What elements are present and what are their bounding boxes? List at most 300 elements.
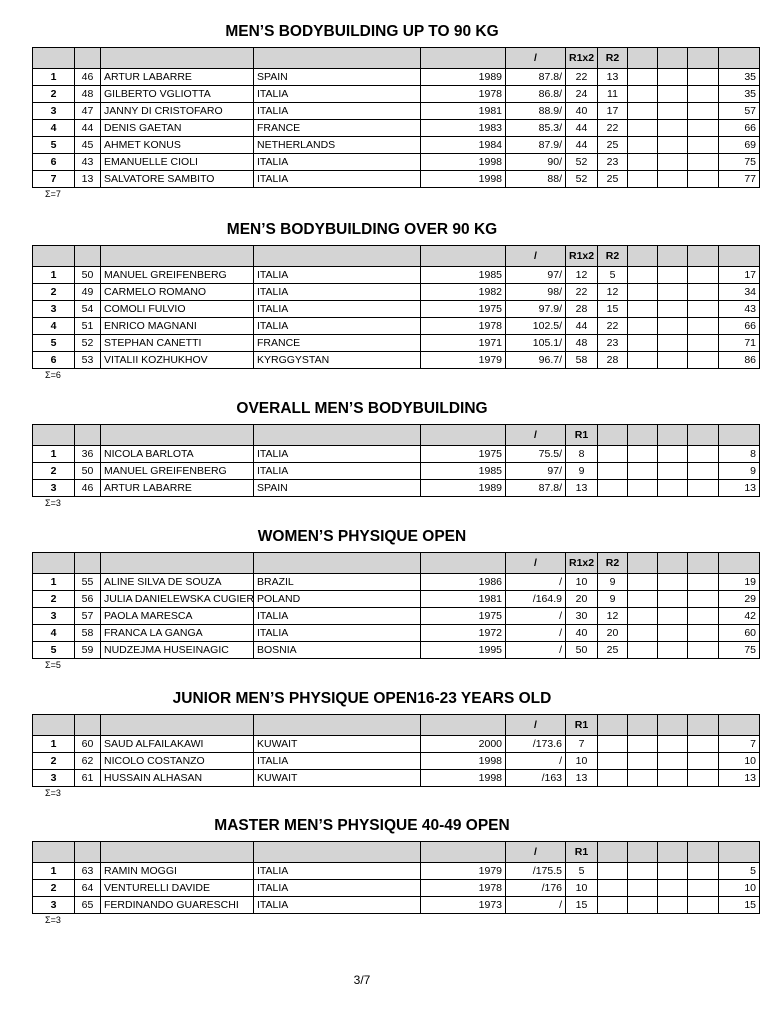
empty-cell: [688, 137, 719, 154]
header-cell: [75, 715, 101, 736]
country-cell: ITALIA: [254, 897, 421, 914]
total-cell: 29: [719, 591, 760, 608]
rank-cell: 2: [33, 463, 75, 480]
bib-number-cell: 44: [75, 120, 101, 137]
round1-score-cell: 15: [566, 897, 598, 914]
bib-number-cell: 43: [75, 154, 101, 171]
table-row: [33, 736, 760, 753]
round2-score-cell: 25: [598, 171, 628, 188]
total-cell: 77: [719, 171, 760, 188]
athlete-name-cell: MANUEL GREIFENBERG: [101, 463, 254, 480]
round2-score-cell: [598, 863, 628, 880]
rank-cell: 1: [33, 446, 75, 463]
section-title: WOMEN’S PHYSIQUE OPEN: [257, 528, 467, 545]
header-cell: [628, 842, 658, 863]
header-cell: [628, 425, 658, 446]
round2-score-cell: [598, 480, 628, 497]
round1-score-cell: 58: [566, 352, 598, 369]
header-cell: [101, 48, 254, 69]
athlete-name-cell: SALVATORE SAMBITO: [101, 171, 254, 188]
round1-score-cell: 12: [566, 267, 598, 284]
weight-height-cell: 98/: [506, 284, 566, 301]
bib-number-cell: 46: [75, 480, 101, 497]
weight-height-cell: 88.9/: [506, 103, 566, 120]
birth-year-cell: 1998: [421, 154, 506, 171]
total-cell: 43: [719, 301, 760, 318]
header-row: [33, 715, 760, 736]
header-cell: [421, 842, 506, 863]
rank-cell: 6: [33, 352, 75, 369]
athlete-name-cell: ARTUR LABARRE: [101, 480, 254, 497]
round2-score-cell: 15: [598, 301, 628, 318]
round2-score-cell: 20: [598, 625, 628, 642]
country-cell: ITALIA: [254, 625, 421, 642]
header-cell: [75, 246, 101, 267]
weight-height-cell: /163: [506, 770, 566, 787]
round2-score-cell: [598, 897, 628, 914]
empty-cell: [658, 574, 688, 591]
athlete-name-cell: JULIA DANIELEWSKA CUGIER: [101, 591, 254, 608]
total-cell: 17: [719, 267, 760, 284]
round2-score-cell: 12: [598, 284, 628, 301]
header-cell: R1x2: [566, 246, 598, 267]
round2-score-cell: 9: [598, 574, 628, 591]
round1-score-cell: 50: [566, 642, 598, 659]
round2-score-cell: [598, 736, 628, 753]
empty-cell: [658, 770, 688, 787]
birth-year-cell: 1995: [421, 642, 506, 659]
header-cell: /: [506, 553, 566, 574]
rank-cell: 1: [33, 69, 75, 86]
total-cell: 9: [719, 463, 760, 480]
results-table: [32, 424, 760, 497]
table-row: [33, 137, 760, 154]
athlete-name-cell: ARTUR LABARRE: [101, 69, 254, 86]
header-cell: [719, 553, 760, 574]
country-cell: ITALIA: [254, 284, 421, 301]
header-cell: R1x2: [566, 48, 598, 69]
results-table: [32, 714, 760, 787]
section-title: MEN’S BODYBUILDING OVER 90 KG: [226, 221, 498, 238]
section-title: OVERALL MEN’S BODYBUILDING: [236, 400, 488, 417]
bib-number-cell: 50: [75, 463, 101, 480]
country-cell: ITALIA: [254, 301, 421, 318]
country-cell: ITALIA: [254, 86, 421, 103]
birth-year-cell: 1975: [421, 446, 506, 463]
total-cell: 60: [719, 625, 760, 642]
header-cell: [254, 246, 421, 267]
results-section: [0, 399, 756, 508]
participant-count: Σ=7: [45, 189, 61, 199]
header-cell: [628, 246, 658, 267]
empty-cell: [628, 103, 658, 120]
empty-cell: [688, 301, 719, 318]
athlete-name-cell: AHMET KONUS: [101, 137, 254, 154]
header-cell: [598, 842, 628, 863]
page-number: 3/7: [353, 973, 371, 987]
header-cell: [33, 246, 75, 267]
total-cell: 35: [719, 86, 760, 103]
empty-cell: [628, 318, 658, 335]
header-cell: [598, 715, 628, 736]
round1-score-cell: 40: [566, 103, 598, 120]
athlete-name-cell: NUDZEJMA HUSEINAGIC: [101, 642, 254, 659]
header-cell: [254, 48, 421, 69]
country-cell: SPAIN: [254, 69, 421, 86]
weight-height-cell: /: [506, 897, 566, 914]
round1-score-cell: 5: [566, 863, 598, 880]
header-cell: [688, 553, 719, 574]
weight-height-cell: /: [506, 608, 566, 625]
birth-year-cell: 1981: [421, 591, 506, 608]
country-cell: FRANCE: [254, 335, 421, 352]
rank-cell: 4: [33, 120, 75, 137]
total-cell: 19: [719, 574, 760, 591]
header-row: [33, 425, 760, 446]
weight-height-cell: 88/: [506, 171, 566, 188]
table-row: [33, 642, 760, 659]
athlete-name-cell: CARMELO ROMANO: [101, 284, 254, 301]
bib-number-cell: 47: [75, 103, 101, 120]
empty-cell: [658, 267, 688, 284]
header-cell: [719, 842, 760, 863]
participant-count: Σ=3: [45, 915, 61, 925]
weight-height-cell: 96.7/: [506, 352, 566, 369]
birth-year-cell: 1998: [421, 753, 506, 770]
empty-cell: [628, 446, 658, 463]
athlete-name-cell: ALINE SILVA DE SOUZA: [101, 574, 254, 591]
empty-cell: [658, 154, 688, 171]
rank-cell: 3: [33, 301, 75, 318]
table-row: [33, 69, 760, 86]
athlete-name-cell: EMANUELLE CIOLI: [101, 154, 254, 171]
empty-cell: [688, 103, 719, 120]
round2-score-cell: 17: [598, 103, 628, 120]
empty-cell: [658, 69, 688, 86]
header-cell: /: [506, 715, 566, 736]
empty-cell: [688, 171, 719, 188]
table-row: [33, 120, 760, 137]
empty-cell: [628, 863, 658, 880]
bib-number-cell: 57: [75, 608, 101, 625]
rank-cell: 5: [33, 137, 75, 154]
empty-cell: [688, 863, 719, 880]
empty-cell: [628, 352, 658, 369]
birth-year-cell: 1975: [421, 301, 506, 318]
empty-cell: [658, 335, 688, 352]
birth-year-cell: 1989: [421, 69, 506, 86]
weight-height-cell: /176: [506, 880, 566, 897]
athlete-name-cell: SAUD ALFAILAKAWI: [101, 736, 254, 753]
bib-number-cell: 59: [75, 642, 101, 659]
empty-cell: [658, 642, 688, 659]
empty-cell: [688, 574, 719, 591]
round1-score-cell: 28: [566, 301, 598, 318]
header-cell: R1x2: [566, 553, 598, 574]
empty-cell: [688, 446, 719, 463]
section-title: JUNIOR MEN’S PHYSIQUE OPEN16-23 YEARS OLD: [172, 690, 552, 707]
round2-score-cell: [598, 446, 628, 463]
total-cell: 35: [719, 69, 760, 86]
table-row: [33, 171, 760, 188]
empty-cell: [658, 120, 688, 137]
table-row: [33, 154, 760, 171]
table-row: [33, 284, 760, 301]
empty-cell: [628, 301, 658, 318]
empty-cell: [688, 480, 719, 497]
round2-score-cell: 25: [598, 137, 628, 154]
empty-cell: [658, 137, 688, 154]
bib-number-cell: 48: [75, 86, 101, 103]
table-row: [33, 335, 760, 352]
header-cell: [598, 425, 628, 446]
birth-year-cell: 1983: [421, 120, 506, 137]
empty-cell: [628, 480, 658, 497]
athlete-name-cell: PAOLA MARESCA: [101, 608, 254, 625]
table-row: [33, 267, 760, 284]
birth-year-cell: 1973: [421, 897, 506, 914]
header-cell: /: [506, 246, 566, 267]
bib-number-cell: 53: [75, 352, 101, 369]
header-cell: [33, 842, 75, 863]
header-cell: /: [506, 48, 566, 69]
birth-year-cell: 1998: [421, 171, 506, 188]
empty-cell: [688, 770, 719, 787]
round2-score-cell: 12: [598, 608, 628, 625]
empty-cell: [688, 69, 719, 86]
header-cell: [33, 48, 75, 69]
total-cell: 8: [719, 446, 760, 463]
header-cell: R2: [598, 246, 628, 267]
country-cell: SPAIN: [254, 480, 421, 497]
header-cell: [688, 715, 719, 736]
empty-cell: [688, 154, 719, 171]
bib-number-cell: 56: [75, 591, 101, 608]
round1-score-cell: 52: [566, 154, 598, 171]
round1-score-cell: 10: [566, 880, 598, 897]
weight-height-cell: 87.8/: [506, 480, 566, 497]
round1-score-cell: 44: [566, 318, 598, 335]
empty-cell: [628, 171, 658, 188]
country-cell: ITALIA: [254, 103, 421, 120]
round2-score-cell: [598, 880, 628, 897]
empty-cell: [658, 753, 688, 770]
rank-cell: 7: [33, 171, 75, 188]
round1-score-cell: 30: [566, 608, 598, 625]
weight-height-cell: /175.5: [506, 863, 566, 880]
results-table: [32, 552, 760, 659]
header-cell: [421, 553, 506, 574]
header-cell: [254, 842, 421, 863]
rank-cell: 1: [33, 267, 75, 284]
weight-height-cell: 102.5/: [506, 318, 566, 335]
rank-cell: 1: [33, 736, 75, 753]
total-cell: 75: [719, 642, 760, 659]
results-table: [32, 841, 760, 914]
total-cell: 10: [719, 753, 760, 770]
athlete-name-cell: FRANCA LA GANGA: [101, 625, 254, 642]
header-row: [33, 246, 760, 267]
birth-year-cell: 1978: [421, 880, 506, 897]
table-row: [33, 480, 760, 497]
round2-score-cell: [598, 770, 628, 787]
empty-cell: [688, 284, 719, 301]
weight-height-cell: /: [506, 642, 566, 659]
section-title: MASTER MEN’S PHYSIQUE 40-49 OPEN: [214, 817, 510, 834]
empty-cell: [628, 880, 658, 897]
table-row: [33, 863, 760, 880]
table-row: [33, 608, 760, 625]
header-cell: [628, 553, 658, 574]
results-table: [32, 245, 760, 369]
results-section: [0, 816, 756, 925]
empty-cell: [688, 318, 719, 335]
header-cell: [421, 246, 506, 267]
header-cell: [421, 715, 506, 736]
header-cell: [688, 246, 719, 267]
total-cell: 71: [719, 335, 760, 352]
empty-cell: [658, 736, 688, 753]
country-cell: NETHERLANDS: [254, 137, 421, 154]
athlete-name-cell: STEPHAN CANETTI: [101, 335, 254, 352]
total-cell: 34: [719, 284, 760, 301]
bib-number-cell: 46: [75, 69, 101, 86]
empty-cell: [658, 608, 688, 625]
table-row: [33, 446, 760, 463]
birth-year-cell: 1975: [421, 608, 506, 625]
round2-score-cell: 9: [598, 591, 628, 608]
weight-height-cell: 90/: [506, 154, 566, 171]
participant-count: Σ=3: [45, 788, 61, 798]
round1-score-cell: 13: [566, 480, 598, 497]
header-cell: [421, 425, 506, 446]
birth-year-cell: 2000: [421, 736, 506, 753]
empty-cell: [658, 318, 688, 335]
round1-score-cell: 20: [566, 591, 598, 608]
weight-height-cell: /173.6: [506, 736, 566, 753]
header-cell: /: [506, 842, 566, 863]
round2-score-cell: 22: [598, 318, 628, 335]
table-row: [33, 880, 760, 897]
country-cell: ITALIA: [254, 446, 421, 463]
round1-score-cell: 8: [566, 446, 598, 463]
rank-cell: 2: [33, 591, 75, 608]
country-cell: ITALIA: [254, 608, 421, 625]
round1-score-cell: 13: [566, 770, 598, 787]
empty-cell: [658, 880, 688, 897]
empty-cell: [628, 86, 658, 103]
weight-height-cell: 87.8/: [506, 69, 566, 86]
round2-score-cell: [598, 463, 628, 480]
header-cell: [254, 425, 421, 446]
section-title: MEN’S BODYBUILDING UP TO 90 KG: [225, 23, 499, 40]
empty-cell: [628, 608, 658, 625]
country-cell: ITALIA: [254, 753, 421, 770]
rank-cell: 3: [33, 103, 75, 120]
country-cell: KYRGGYSTAN: [254, 352, 421, 369]
empty-cell: [688, 86, 719, 103]
empty-cell: [628, 284, 658, 301]
header-cell: [658, 842, 688, 863]
rank-cell: 4: [33, 625, 75, 642]
birth-year-cell: 1971: [421, 335, 506, 352]
total-cell: 75: [719, 154, 760, 171]
country-cell: ITALIA: [254, 463, 421, 480]
header-cell: [33, 715, 75, 736]
country-cell: ITALIA: [254, 267, 421, 284]
weight-height-cell: 75.5/: [506, 446, 566, 463]
table-row: [33, 86, 760, 103]
rank-cell: 3: [33, 480, 75, 497]
header-cell: [33, 553, 75, 574]
header-cell: [719, 48, 760, 69]
header-cell: [658, 425, 688, 446]
birth-year-cell: 1978: [421, 318, 506, 335]
header-cell: R1: [566, 842, 598, 863]
round2-score-cell: 23: [598, 154, 628, 171]
round1-score-cell: 24: [566, 86, 598, 103]
birth-year-cell: 1972: [421, 625, 506, 642]
header-cell: [254, 715, 421, 736]
bib-number-cell: 65: [75, 897, 101, 914]
round1-score-cell: 9: [566, 463, 598, 480]
results-section: [0, 22, 756, 199]
bib-number-cell: 36: [75, 446, 101, 463]
total-cell: 86: [719, 352, 760, 369]
results-table: [32, 47, 760, 188]
empty-cell: [628, 154, 658, 171]
header-cell: [658, 48, 688, 69]
header-cell: R2: [598, 48, 628, 69]
athlete-name-cell: FERDINANDO GUARESCHI: [101, 897, 254, 914]
header-cell: [628, 48, 658, 69]
total-cell: 13: [719, 770, 760, 787]
header-cell: [688, 425, 719, 446]
empty-cell: [658, 897, 688, 914]
birth-year-cell: 1979: [421, 863, 506, 880]
round1-score-cell: 52: [566, 171, 598, 188]
country-cell: BOSNIA: [254, 642, 421, 659]
athlete-name-cell: MANUEL GREIFENBERG: [101, 267, 254, 284]
birth-year-cell: 1981: [421, 103, 506, 120]
results-section: [0, 527, 756, 670]
header-cell: [421, 48, 506, 69]
rank-cell: 3: [33, 608, 75, 625]
bib-number-cell: 13: [75, 171, 101, 188]
athlete-name-cell: VENTURELLI DAVIDE: [101, 880, 254, 897]
birth-year-cell: 1986: [421, 574, 506, 591]
empty-cell: [658, 591, 688, 608]
empty-cell: [688, 642, 719, 659]
country-cell: ITALIA: [254, 880, 421, 897]
weight-height-cell: 87.9/: [506, 137, 566, 154]
empty-cell: [628, 69, 658, 86]
empty-cell: [628, 897, 658, 914]
rank-cell: 6: [33, 154, 75, 171]
rank-cell: 2: [33, 284, 75, 301]
header-cell: R2: [598, 553, 628, 574]
bib-number-cell: 61: [75, 770, 101, 787]
rank-cell: 1: [33, 863, 75, 880]
header-cell: [719, 425, 760, 446]
table-row: [33, 770, 760, 787]
header-cell: [628, 715, 658, 736]
round2-score-cell: 11: [598, 86, 628, 103]
empty-cell: [688, 753, 719, 770]
empty-cell: [688, 897, 719, 914]
header-cell: [688, 842, 719, 863]
empty-cell: [688, 880, 719, 897]
